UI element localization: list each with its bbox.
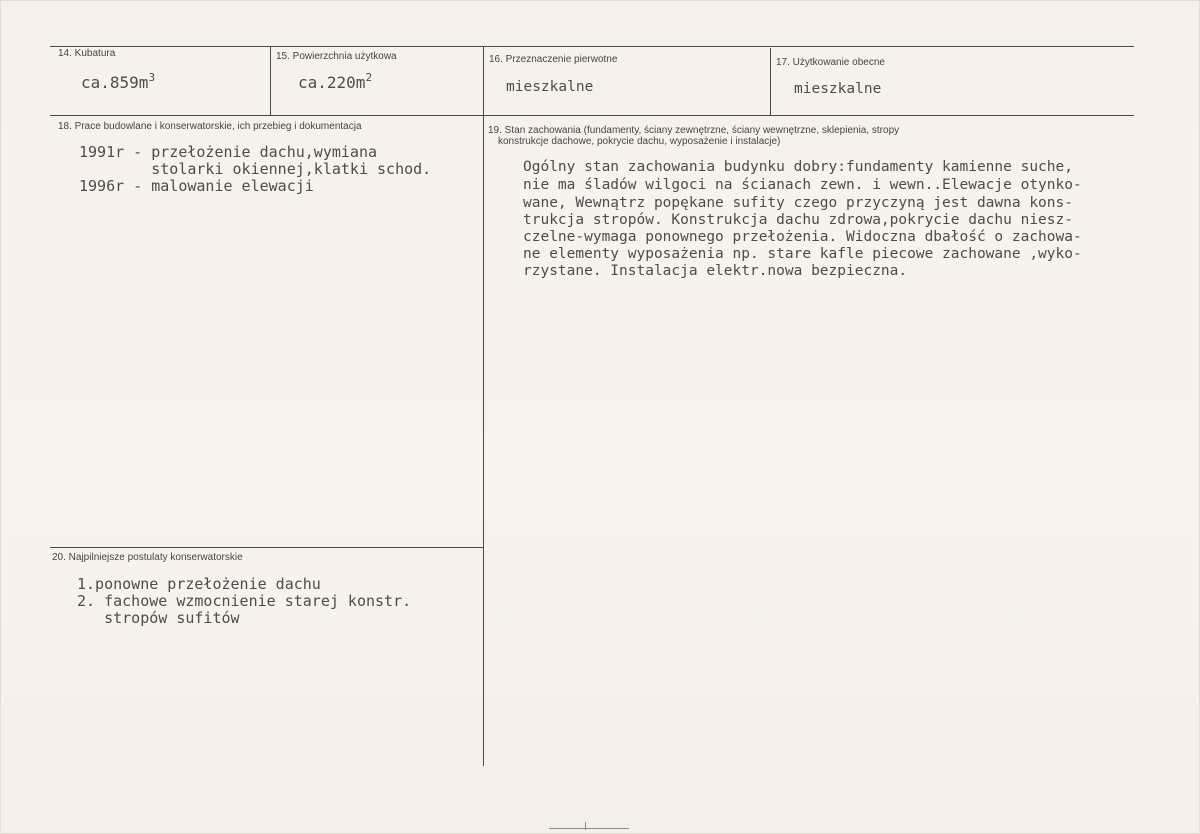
field-19-line-6: ne elementy wyposażenia np. stare kafle piecowe zachowane ,wyko- bbox=[523, 246, 1082, 262]
field-20-line-1: 1.ponowne przełożenie dachu bbox=[77, 575, 321, 593]
field-19-line-4: trukcja stropów. Konstrukcja dachu zdrowa,pokrycie dachu niesz- bbox=[523, 212, 1073, 228]
field-16-value: mieszkalne bbox=[506, 79, 594, 95]
divider-15-16 bbox=[483, 46, 484, 766]
field-19-label-line-1: 19. Stan zachowania (fundamenty, ściany zewnętrzne, ściany wewnętrzne, sklepienia, stropy bbox=[488, 125, 900, 136]
field-20-top-rule bbox=[50, 547, 484, 548]
row1-bottom-rule bbox=[50, 115, 1134, 116]
divider-14-15 bbox=[270, 46, 271, 116]
field-16-label: 16. Przeznaczenie pierwotne bbox=[489, 54, 618, 65]
field-20-label: 20. Najpilniejsze postulaty konserwatorskie bbox=[52, 552, 243, 563]
field-15-value: $ca.220m^2$ bbox=[298, 71, 373, 92]
field-17-value: mieszkalne bbox=[794, 81, 882, 97]
field-19-line-5: czelne-wymaga ponownego przełożenia. Widoczna dbałość o zachowa- bbox=[523, 229, 1082, 245]
field-18-line-2: stolarki okiennej,klatki schod. bbox=[79, 160, 432, 178]
field-19-line-7: rzystane. Instalacja elektr.nowa bezpieczna. bbox=[523, 263, 908, 279]
registration-tick bbox=[585, 822, 586, 830]
field-19-line-2: nie ma śladów wilgoci na ścianach zewn. i wewn..Elewacje otynko- bbox=[523, 177, 1082, 193]
field-20-line-2: 2. fachowe wzmocnienie starej konstr. bbox=[77, 592, 412, 610]
field-19-label-line-2: konstrukcje dachowe, pokrycie dachu, wyposażenie i instalacje) bbox=[498, 136, 781, 147]
field-18-label: 18. Prace budowlane i konserwatorskie, ich przebieg i dokumentacja bbox=[58, 121, 362, 132]
field-15-label: 15. Powierzchnia użytkowa bbox=[276, 51, 397, 62]
field-18-line-3: 1996r - malowanie elewacji bbox=[79, 177, 314, 195]
field-18-line-1: 1991r - przełożenie dachu,wymiana bbox=[79, 143, 378, 161]
field-20-line-3: stropów sufitów bbox=[77, 609, 240, 627]
field-19-line-1: Ogólny stan zachowania budynku dobry:fundamenty kamienne suche, bbox=[523, 159, 1073, 175]
top-rule bbox=[50, 46, 1134, 47]
field-17-label: 17. Użytkowanie obecne bbox=[776, 57, 885, 68]
field-14-value: $ca.859m^3$ bbox=[81, 71, 156, 92]
divider-16-17 bbox=[770, 48, 771, 116]
registration-mark bbox=[549, 828, 629, 829]
field-19-line-3: wane, Wewnątrz popękane sufity czego przyczyną jest dawna kons- bbox=[523, 195, 1073, 211]
field-14-label: 14. Kubatura bbox=[58, 48, 116, 59]
